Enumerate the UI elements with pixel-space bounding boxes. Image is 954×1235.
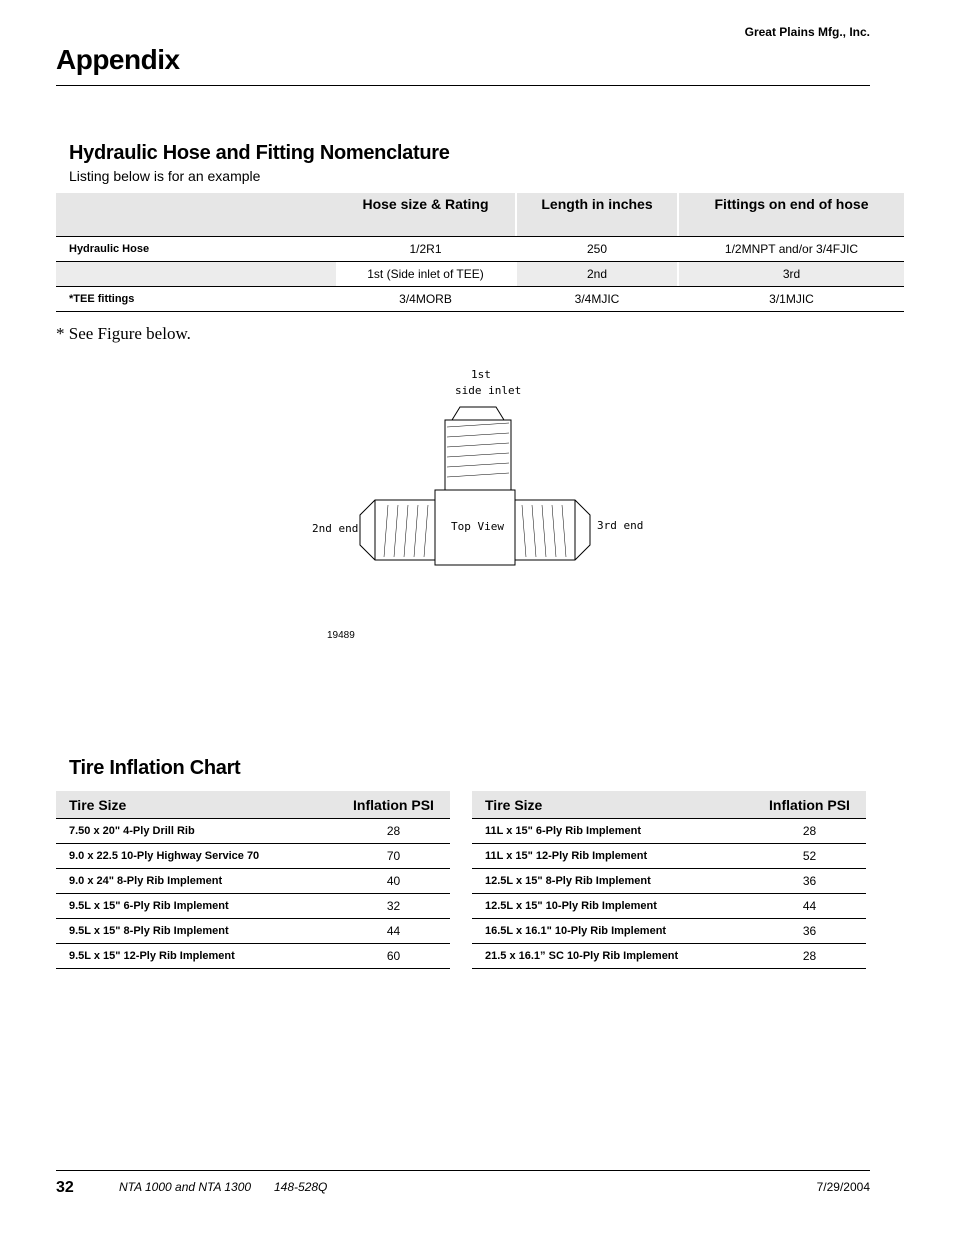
tire-size-cell: 9.5L x 15" 12-Ply Rib Implement [56, 944, 337, 969]
tire-size-cell: 9.0 x 24" 8-Ply Rib Implement [56, 869, 337, 894]
company-name: Great Plains Mfg., Inc. [744, 25, 870, 39]
tire-size-cell: 12.5L x 15" 8-Ply Rib Implement [472, 869, 753, 894]
column-header: Hose size & Rating [336, 193, 515, 237]
table-row [56, 287, 904, 312]
tire-section-title: Tire Inflation Chart [69, 757, 241, 779]
table-cell: 2nd [517, 262, 677, 287]
table-cell: 3rd [679, 262, 904, 287]
tire-size-cell: 9.5L x 15" 6-Ply Rib Implement [56, 894, 337, 919]
tire-size-cell: 9.5L x 15" 8-Ply Rib Implement [56, 919, 337, 944]
table-cell: 3/1MJIC [679, 287, 904, 312]
table-row [472, 819, 866, 844]
table-cell: 1st (Side inlet of TEE) [336, 262, 515, 287]
tire-size-cell: 12.5L x 15" 10-Ply Rib Implement [472, 894, 753, 919]
label-left: 2nd end [312, 522, 359, 535]
tire-size-cell: 21.5 x 16.1” SC 10-Ply Rib Implement [472, 944, 753, 969]
table-row [56, 894, 450, 919]
hose-section-subtitle: Listing below is for an example [69, 168, 261, 184]
inflation-psi-cell: 40 [337, 869, 450, 894]
column-header-inflation-psi: Inflation PSI [337, 791, 450, 819]
table-cell: 1/2MNPT and/or 3/4FJIC [679, 237, 904, 262]
table-cell: 250 [517, 237, 677, 262]
table-row [56, 869, 450, 894]
column-header: Length in inches [517, 193, 677, 237]
table-row [472, 869, 866, 894]
table-row [56, 237, 904, 262]
tire-size-cell: 11L x 15" 6-Ply Rib Implement [472, 819, 753, 844]
column-header-inflation-psi: Inflation PSI [753, 791, 866, 819]
inflation-psi-cell: 32 [337, 894, 450, 919]
figure-reference-note: * See Figure below. [56, 324, 191, 343]
table-row [56, 262, 904, 287]
inflation-psi-cell: 44 [753, 894, 866, 919]
inflation-psi-cell: 36 [753, 919, 866, 944]
table-row [56, 844, 450, 869]
label-top-line1: 1st [471, 368, 491, 381]
tee-fitting-diagram [300, 365, 650, 575]
inflation-psi-cell: 36 [753, 869, 866, 894]
footer-rule [56, 1170, 870, 1171]
tire-size-cell: 7.50 x 20" 4-Ply Drill Rib [56, 819, 337, 844]
table-header-row [56, 791, 450, 819]
header-rule [56, 85, 870, 86]
tire-size-cell: 16.5L x 16.1" 10-Ply Rib Implement [472, 919, 753, 944]
page-title: Appendix [56, 44, 180, 75]
tire-inflation-table-right [472, 791, 866, 969]
tire-size-cell: 11L x 15" 12-Ply Rib Implement [472, 844, 753, 869]
hose-nomenclature-table [56, 193, 904, 312]
table-header-blank [56, 193, 336, 237]
inflation-psi-cell: 28 [337, 819, 450, 844]
hose-section-title: Hydraulic Hose and Fitting Nomenclature [69, 142, 450, 164]
table-header-row [56, 193, 904, 237]
inflation-psi-cell: 52 [753, 844, 866, 869]
inflation-psi-cell: 28 [753, 819, 866, 844]
document-date: 7/29/2004 [816, 1180, 870, 1194]
table-row [472, 944, 866, 969]
inflation-psi-cell: 44 [337, 919, 450, 944]
label-right: 3rd end [597, 519, 644, 532]
row-label [56, 262, 336, 287]
figure-id: 19489 [327, 630, 355, 641]
label-top-line2: side inlet [455, 384, 522, 397]
column-header-tire-size: Tire Size [56, 791, 337, 819]
table-row [56, 944, 450, 969]
document-number: 148-528Q [274, 1180, 328, 1194]
page-number: 32 [56, 1179, 74, 1196]
table-cell: 1/2R1 [336, 237, 515, 262]
table-row [56, 919, 450, 944]
table-row [472, 894, 866, 919]
tire-size-cell: 9.0 x 22.5 10-Ply Highway Service 70 [56, 844, 337, 869]
column-header: Fittings on end of hose [679, 193, 904, 237]
table-row [472, 844, 866, 869]
table-cell: 3/4MORB [336, 287, 515, 312]
tire-inflation-table-left [56, 791, 450, 969]
inflation-psi-cell: 28 [753, 944, 866, 969]
table-header-row [472, 791, 866, 819]
table-row [56, 819, 450, 844]
document-title: NTA 1000 and NTA 1300 [119, 1180, 252, 1194]
row-label: Hydraulic Hose [56, 237, 336, 262]
table-row [472, 919, 866, 944]
column-header-tire-size: Tire Size [472, 791, 753, 819]
row-label: *TEE fittings [56, 287, 336, 312]
table-cell: 3/4MJIC [517, 287, 677, 312]
inflation-psi-cell: 60 [337, 944, 450, 969]
inflation-psi-cell: 70 [337, 844, 450, 869]
label-center: Top View [451, 520, 504, 533]
